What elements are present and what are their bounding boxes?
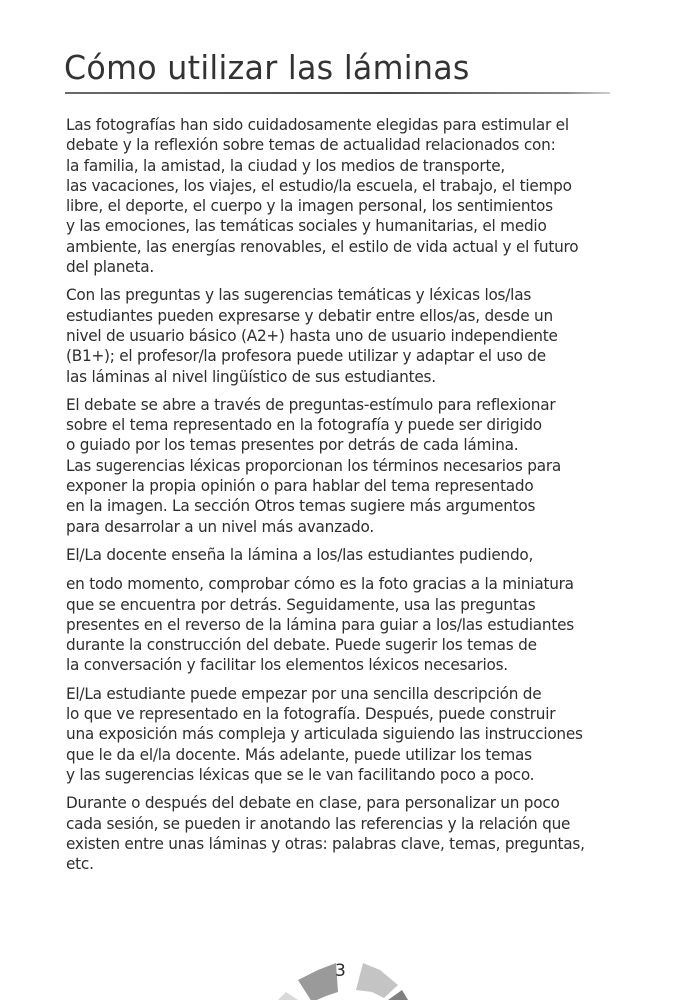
text-line: Las sugerencias léxicas proporcionan los términos necesarios para — [66, 455, 562, 475]
text-line: la familia, la amistad, la ciudad y los medios de transporte, — [66, 155, 505, 175]
wheel-segment — [278, 992, 298, 1000]
title-underline-divider — [65, 92, 610, 94]
text-line: ambiente, las energías renovables, el estilo de vida actual y el futuro — [66, 236, 579, 256]
paragraph-student — [66, 684, 626, 785]
paragraph-debate — [66, 395, 626, 537]
text-line: durante la construcción del debate. Puede sugerir los temas de — [66, 635, 537, 655]
text-line: El/La docente enseña la lámina a los/las estudiantes pudiendo, — [66, 544, 534, 564]
text-line: que se encuentra por detrás. Seguidamente, usa las preguntas — [66, 594, 536, 614]
wheel-segment — [356, 963, 398, 998]
wheel-segment — [298, 963, 338, 1000]
text-line: estudiantes pueden expresarse y debatir entre ellos/as, desde un — [66, 305, 553, 325]
page-footer — [0, 930, 676, 1000]
text-line: y las sugerencias léxicas que se le van facilitando poco a poco. — [66, 764, 535, 784]
text-line: sobre el tema representado en la fotografía y puede ser dirigido — [66, 415, 542, 435]
text-line: lo que ve representado en la fotografía. Después, puede construir — [66, 704, 556, 724]
text-line: debate y la reflexión sobre temas de actualidad relacionados con: — [66, 135, 556, 155]
paragraph-teacher-intro — [66, 545, 626, 565]
text-line: en la imagen. La sección Otros temas sugiere más argumentos — [66, 496, 536, 516]
text-line: presentes en el reverso de la lámina para guiar a los/las estudiantes — [66, 614, 575, 634]
text-line: del planeta. — [66, 257, 154, 277]
text-line: Las fotografías han sido cuidadosamente elegidas para estimular el — [66, 115, 569, 134]
text-line: y las emociones, las temáticas sociales y humanitarias, el medio — [66, 216, 547, 236]
text-line: las vacaciones, los viajes, el estudio/la escuela, el trabajo, el tiempo — [66, 175, 572, 195]
text-line: (B1+); el profesor/la profesora puede utilizar y adaptar el uso de — [66, 346, 546, 366]
paragraph-teacher — [66, 574, 626, 675]
text-line: Con las preguntas y las sugerencias temáticas y léxicas los/las — [66, 285, 532, 305]
paragraph-after-debate — [66, 793, 626, 874]
page-number: 3 — [335, 961, 346, 981]
text-line: etc. — [66, 854, 94, 874]
paragraph-levels — [66, 285, 626, 386]
text-line: o guiado por los temas presentes por detrás de cada lámina. — [66, 435, 519, 455]
text-line: la conversación y facilitar los elementos léxicos necesarios. — [66, 655, 508, 675]
text-line: Durante o después del debate en clase, para personalizar un poco — [66, 793, 560, 813]
text-line: exponer la propia opinión o para hablar del tema representado — [66, 476, 534, 496]
page-title: Cómo utilizar las láminas — [64, 48, 470, 87]
text-line: que le da el/la docente. Más adelante, puede utilizar los temas — [66, 744, 532, 764]
text-line: nivel de usuario básico (A2+) hasta uno de usuario independiente — [66, 325, 558, 345]
text-line: El/La estudiante puede empezar por una sencilla descripción de — [66, 683, 542, 703]
text-line: existen entre unas láminas y otras: palabras clave, temas, preguntas, — [66, 833, 585, 853]
text-line: libre, el deporte, el cuerpo y la imagen personal, los sentimientos — [66, 196, 553, 216]
paragraph-intro — [66, 115, 626, 277]
text-line: cada sesión, se pueden ir anotando las referencias y la relación que — [66, 813, 571, 833]
text-line: una exposición más compleja y articulada siguiendo las instrucciones — [66, 724, 583, 744]
text-line: en todo momento, comprobar cómo es la foto gracias a la miniatura — [66, 574, 574, 594]
text-line: las láminas al nivel lingüístico de sus estudiantes. — [66, 366, 436, 386]
body-text — [66, 115, 626, 882]
text-line: para desarrolar a un nivel más avanzado. — [66, 516, 374, 536]
text-line: El debate se abre a través de preguntas-estímulo para reflexionar — [66, 394, 556, 414]
